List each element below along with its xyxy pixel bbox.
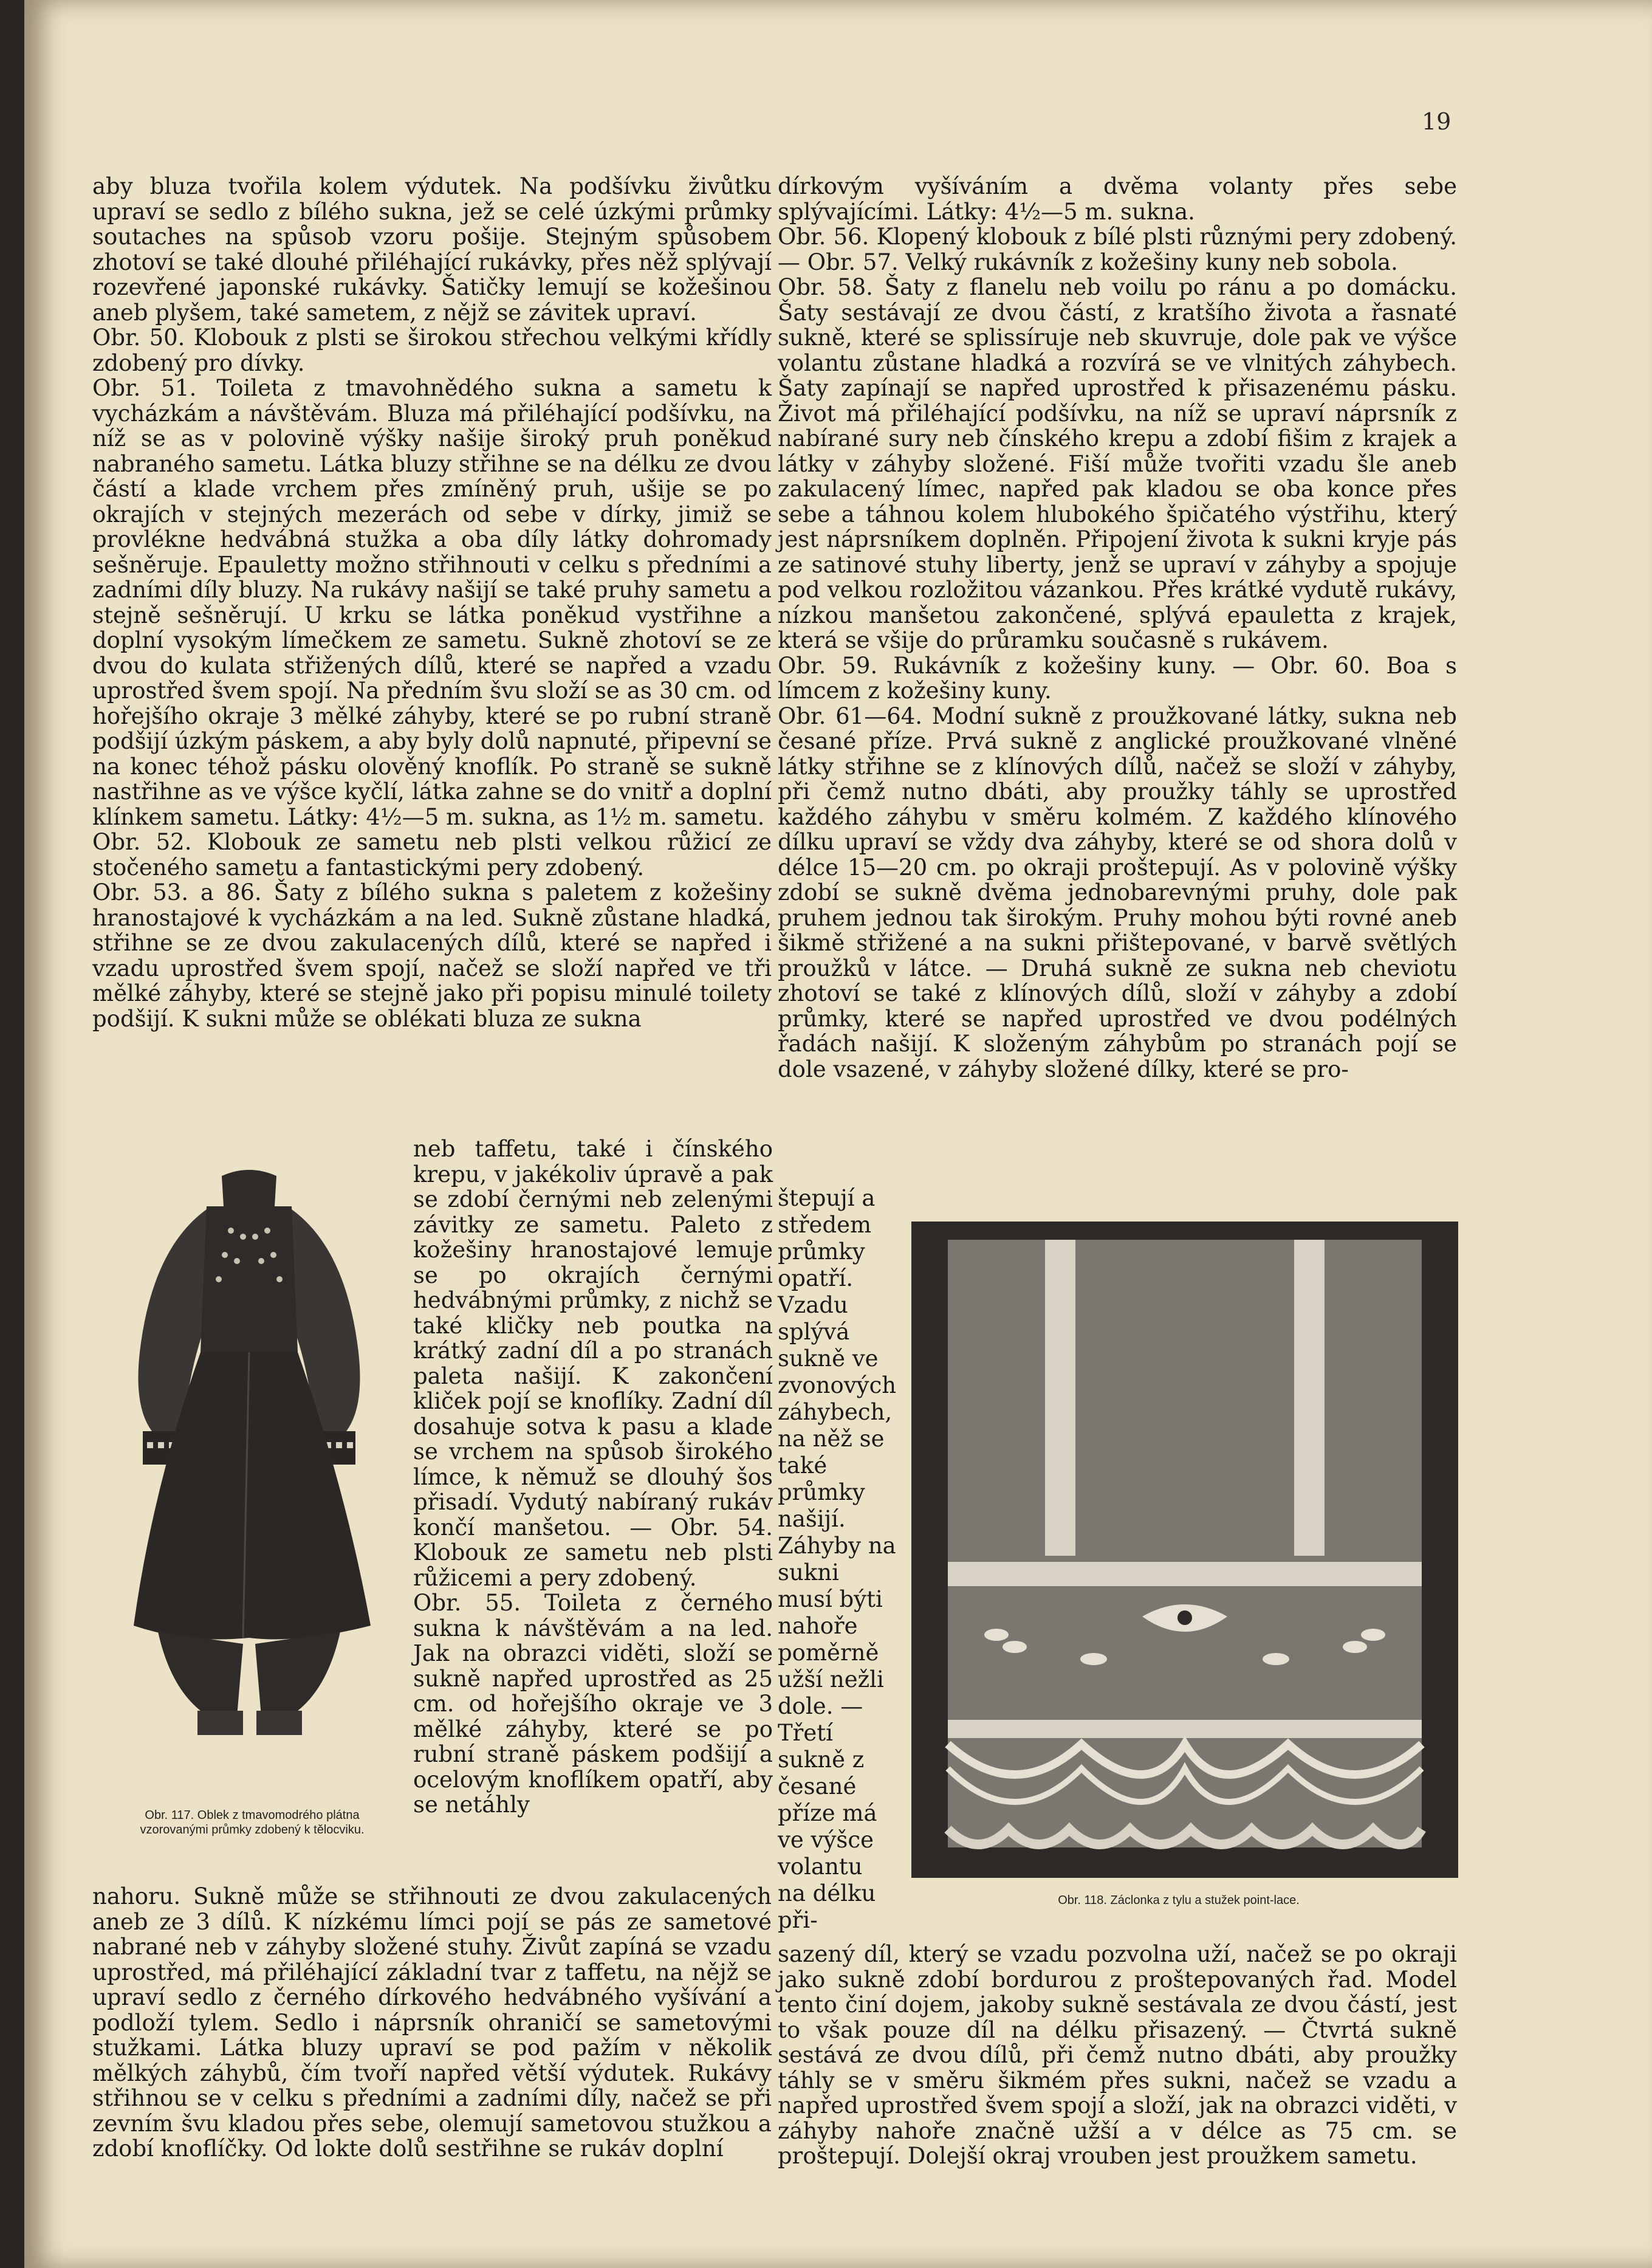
- left-lower-column: [92, 1884, 772, 2162]
- figure-117-gym-dress: [115, 1152, 383, 1790]
- paragraph: sazený díl, který se vzadu pozvolna uží, načež se po okraji jako sukně zdobí bordurou z proštepovaných řad. Model tento činí dojem, jakoby sukně sestávala ze dvou částí, jest to však pouze díl na délku přisazený. — Čtvrtá sukně sestává ze dvou dílů, při čemž nutno dbáti, aby proužky táhly se v směru šikmém přes sukni, načež se vzadu a napřed uprostřed švem spojí a složí, jak na obrazci viděti, v záhyby nahoře značně užší a v délce as 75 cm. se proštepují. Dolejší okraj vrouben jest proužkem sametu.: [778, 1941, 1457, 2169]
- paragraph: aby bluza tvořila kolem výdutek. Na podšívku živůtku upraví se sedlo z bílého sukna, jež se celé úzkými průmky soutaches na spůsob vzoru pošije. Stejným spůsobem zhotoví se také dlouhé přiléhající rukávky, přes něž splývají rozevřené japonské rukávky. Šatičky lemují se kožešinou aneb plyšem, také sametem, z nějž se závitek upraví.: [92, 173, 772, 326]
- paragraph: Obr. 58. Šaty z flanelu neb voilu po ránu a po domácku. Šaty sestávají ze dvou částí, z kratšího života a řasnaté sukně, které se splissíruje neb skuvruje, dole pak ve výšce volantu zůstane hladká a rozvírá se ve vlnitých záhybech. Šaty zapínají se napřed uprostřed k přisazenému pásku. Život má přiléhající podšívku, na níž se upraví náprsník z nabírané sury neb čínského krepu a zdobí fišim z krajek a látky v záhyby složené. Fiší může tvořiti vzadu šle aneb zakulacený límec, napřed pak kladou se oba konce přes sebe a táhnou kolem hlubokého špičatého výstřihu, který jest náprsníkem doplněn. Připojení života k sukni kryje pás ze satinové stuhy liberty, jenž se upraví v záhyby a spojuje pod velkou rozložitou vázankou. Přes krátké vydutě rukávy, nízkou manšetou zakončené, splývá epauletta z krajek, která se všije do průramku současně s rukávem.: [778, 274, 1457, 653]
- paragraph: dírkovým vyšíváním a dvěma volanty přes sebe splývajícími. Látky: 4½—5 m. sukna.: [778, 173, 1457, 225]
- paragraph: štepují a středem průmky opatří. Vzadu splývá sukně ve zvonových záhybech, na něž se také průmky našijí. Záhyby na sukni musí býti nahoře poměrně užší nežli dole. — Třetí sukně z česané příze má ve výšce volantu na délku při-: [778, 1185, 897, 1933]
- page: [24, 0, 1652, 2268]
- right-lower-column: [778, 1942, 1457, 2169]
- page-number: 19: [1422, 108, 1451, 135]
- paragraph: Obr. 52. Klobouk ze sametu neb plsti velkou růžicí ze stočeného sametu a fantastickými pery zdobený.: [92, 829, 772, 881]
- paragraph: Obr. 59. Rukávník z kožešiny kuny. — Obr. 60. Boa s límcem z kožešiny kuny.: [778, 652, 1457, 704]
- right-narrow-column: [778, 1185, 896, 1934]
- paragraph: Obr. 51. Toileta z tmavohnědého sukna a sametu k vycházkám a návštěvám. Bluza má přiléhající podšívku, na níž se as v polovině výšky našije široký pruh poněkud nabraného sametu. Látka bluzy střihne se na délku ze dvou částí a klade vrchem přes zmíněný pruh, ušije se po okrajích v stejných mezerách od sebe v dírky, jimiž se provlékne hedvábná stužka a oba díly látky dohromady sešněruje. Epauletty možno střihnouti v celku s předními a zadními díly bluzy. Na rukávy našijí se také pruhy sametu a stejně sešněrují. U krku se látka poněkud vystřihne a doplní vysokým límečkem ze sametu. Sukně zhotoví se ze dvou do kulata střižených dílů, které se napřed a vzadu uprostřed švem spojí. Na předním švu složí se as 30 cm. od hořejšího okraje 3 mělké záhyby, které se po rubní straně podšijí úzkým páskem, a aby byly dolů napnuté, připevní se na konec téhož pásku olověný knoflík. Po straně se sukně nastřihne as ve výšce kyčlí, látka zahne se do vnitř a doplní klínkem sametu. Látky: 4½—5 m. sukna, as 1½ m. sametu.: [92, 375, 772, 830]
- paragraph: Obr. 50. Klobouk z plsti se širokou střechou velkými křídly zdobený pro dívky.: [92, 325, 772, 376]
- figure-117-caption: Obr. 117. Oblek z tmavomodrého plátna vzorovanými průmky zdobený k tělocviku.: [140, 1809, 365, 1837]
- paragraph: neb taffetu, také i čínského krepu, v jakékoliv úpravě a pak se zdobí černými neb zelenými závitky ze sametu. Paleto z kožešiny hranostajové lemuje se po okrajích černými hedvábnými průmky, z nichž se také kličky neb poutka na krátký zadní díl a po stranách paleta našijí. K zakončení kliček pojí se knoflíky. Zadní díl dosahuje sotva k pasu a klade se vrchem na spůsob širokého límce, k němuž se dlouhý šos přisadí. Vydutý nabíraný rukáv končí manšetou. — Obr. 54. Klobouk ze sametu neb plsti růžicemi a pery zdobený.: [413, 1136, 773, 1591]
- paragraph: Obr. 55. Toileta z černého sukna k návštěvám a na led. Jak na obrazci viděti, složí se sukně napřed uprostřed as 25 cm. od hořejšího okraje ve 3 mělké záhyby, které se po rubní straně páskem podšijí a ocelovým knoflíkem opatří, aby se netáhly: [413, 1590, 773, 1818]
- paragraph: Obr. 53. a 86. Šaty z bílého sukna s paletem z kožešiny hranostajové k vycházkám a na led. Sukně zůstane hladká, střihne se ze dvou zakulacených dílů, které se napřed i vzadu uprostřed švem spojí, načež se složí napřed ve tři mělké záhyby, které se stejně jako při popisu minulé toilety podšijí. K sukni může se oblékati bluza ze sukna: [92, 879, 772, 1032]
- paragraph: Obr. 56. Klopený klobouk z bílé plsti různými pery zdobený. — Obr. 57. Velký rukávník z kožešiny kuny neb sobola.: [778, 224, 1457, 275]
- figure-118-lace-curtain: [911, 1222, 1458, 1878]
- paragraph: nahoru. Sukně může se střihnouti ze dvou zakulacených aneb ze 3 dílů. K nízkému límci pojí se pás ze sametové nabrané neb v záhyby složené stuhy. Živůt zapíná se vzadu uprostřed, má přiléhající základní tvar z taffetu, na nějž se upraví sedlo z černého dírkového hedvábného vyšívání a podloží tylem. Sedlo i náprsník ohraničí se sametovými stužkami. Látka bluzy upraví se pod pažím v několik mělkých záhybů, čím tvoří napřed větší výdutek. Rukávy střihnou se v celku s předními a zadními díly, načež se při zevním švu kladou přes sebe, olemují sametovou stužkou a zdobí knoflíčky. Od lokte dolů sestřihne se rukáv doplní: [92, 1883, 772, 2162]
- paragraph: Obr. 61—64. Modní sukně z proužkované látky, sukna neb česané příze. Prvá sukně z anglické proužkované vlněné látky střihne se z klínových dílů, načež se složí v záhyby, při čemž nutno dbáti, aby proužky táhly se uprostřed každého záhybu v směru kolmém. Z každého klínového dílku upraví se vždy dva záhyby, které se od shora dolů v délce 15—20 cm. po okraji proštepují. As v polovině výšky zdobí se sukně dvěma jednobarevnými pruhy, dole pak pruhem jednou tak širokým. Pruhy mohou býti rovné aneb šikmě střižené a na sukni přištepované, v barvě světlých proužků v látce. — Druhá sukně ze sukna neb cheviotu zhotoví se také z klínových dílů, složí v záhyby a zdobí průmky, které se napřed uprostřed ve dvou podélných řadách našijí. K složeným záhybům po stranách pojí se dole vsazené, v záhyby složené dílky, které se pro-: [778, 703, 1457, 1082]
- figure-118-caption: Obr. 118. Záclonka z tylu a stužek point-lace.: [1058, 1894, 1300, 1907]
- right-column: [778, 174, 1457, 1082]
- left-column: [92, 174, 772, 1031]
- middle-narrow-column: [413, 1136, 773, 1818]
